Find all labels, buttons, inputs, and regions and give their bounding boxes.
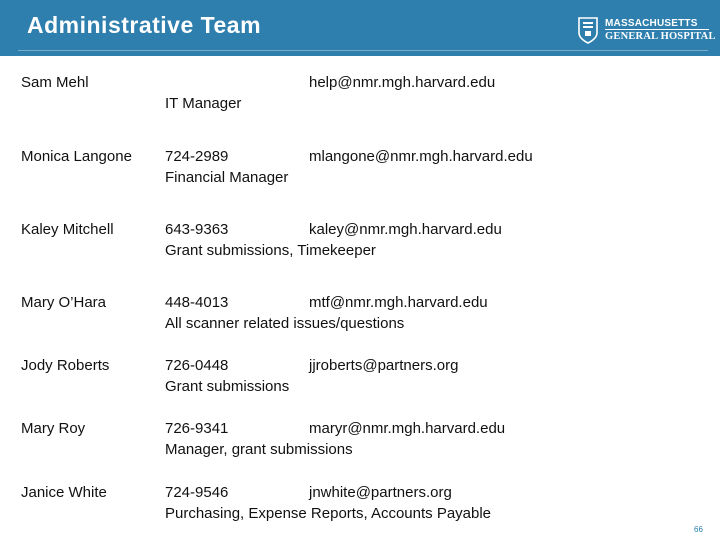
member-email: kaley@nmr.mgh.harvard.edu bbox=[309, 221, 502, 238]
member-email: jjroberts@partners.org bbox=[309, 357, 459, 374]
logo-divider bbox=[605, 29, 709, 30]
member-role: Financial Manager bbox=[165, 169, 289, 186]
member-role: All scanner related issues/questions bbox=[165, 315, 405, 332]
member-role: Grant submissions bbox=[165, 378, 290, 395]
member-name: Mary O’Hara bbox=[21, 294, 107, 311]
member-name: Janice White bbox=[21, 484, 107, 501]
member-role: Manager, grant submissions bbox=[165, 441, 353, 458]
page-title: Administrative Team bbox=[27, 12, 262, 38]
mgh-logo bbox=[577, 16, 716, 46]
member-phone: 724-2989 bbox=[165, 148, 229, 165]
member-phone: 643-9363 bbox=[165, 221, 229, 238]
member-name: Sam Mehl bbox=[21, 74, 89, 91]
member-name: Kaley Mitchell bbox=[21, 221, 114, 238]
member-email: mlangone@nmr.mgh.harvard.edu bbox=[309, 148, 533, 165]
member-email: jnwhite@partners.org bbox=[309, 484, 452, 501]
member-phone: 726-0448 bbox=[165, 357, 229, 374]
header-bar bbox=[0, 0, 720, 56]
member-phone: 448-4013 bbox=[165, 294, 229, 311]
logo-text-line2: GENERAL HOSPITAL bbox=[605, 31, 716, 42]
member-phone: 724-9546 bbox=[165, 484, 229, 501]
member-phone: 726-9341 bbox=[165, 420, 229, 437]
title-divider bbox=[18, 50, 708, 51]
mgh-shield-icon bbox=[577, 16, 599, 45]
page-number: 66 bbox=[694, 525, 703, 534]
logo-text-line1: MASSACHUSETTS bbox=[605, 18, 698, 29]
member-name: Jody Roberts bbox=[21, 357, 110, 374]
member-email: help@nmr.mgh.harvard.edu bbox=[309, 74, 496, 91]
member-role: Grant submissions, Timekeeper bbox=[165, 242, 376, 259]
member-name: Mary Roy bbox=[21, 420, 86, 437]
member-name: Monica Langone bbox=[21, 148, 132, 165]
member-role: IT Manager bbox=[165, 95, 242, 112]
member-role: Purchasing, Expense Reports, Accounts Payable bbox=[165, 505, 492, 522]
member-email: maryr@nmr.mgh.harvard.edu bbox=[309, 420, 506, 437]
member-email: mtf@nmr.mgh.harvard.edu bbox=[309, 294, 488, 311]
